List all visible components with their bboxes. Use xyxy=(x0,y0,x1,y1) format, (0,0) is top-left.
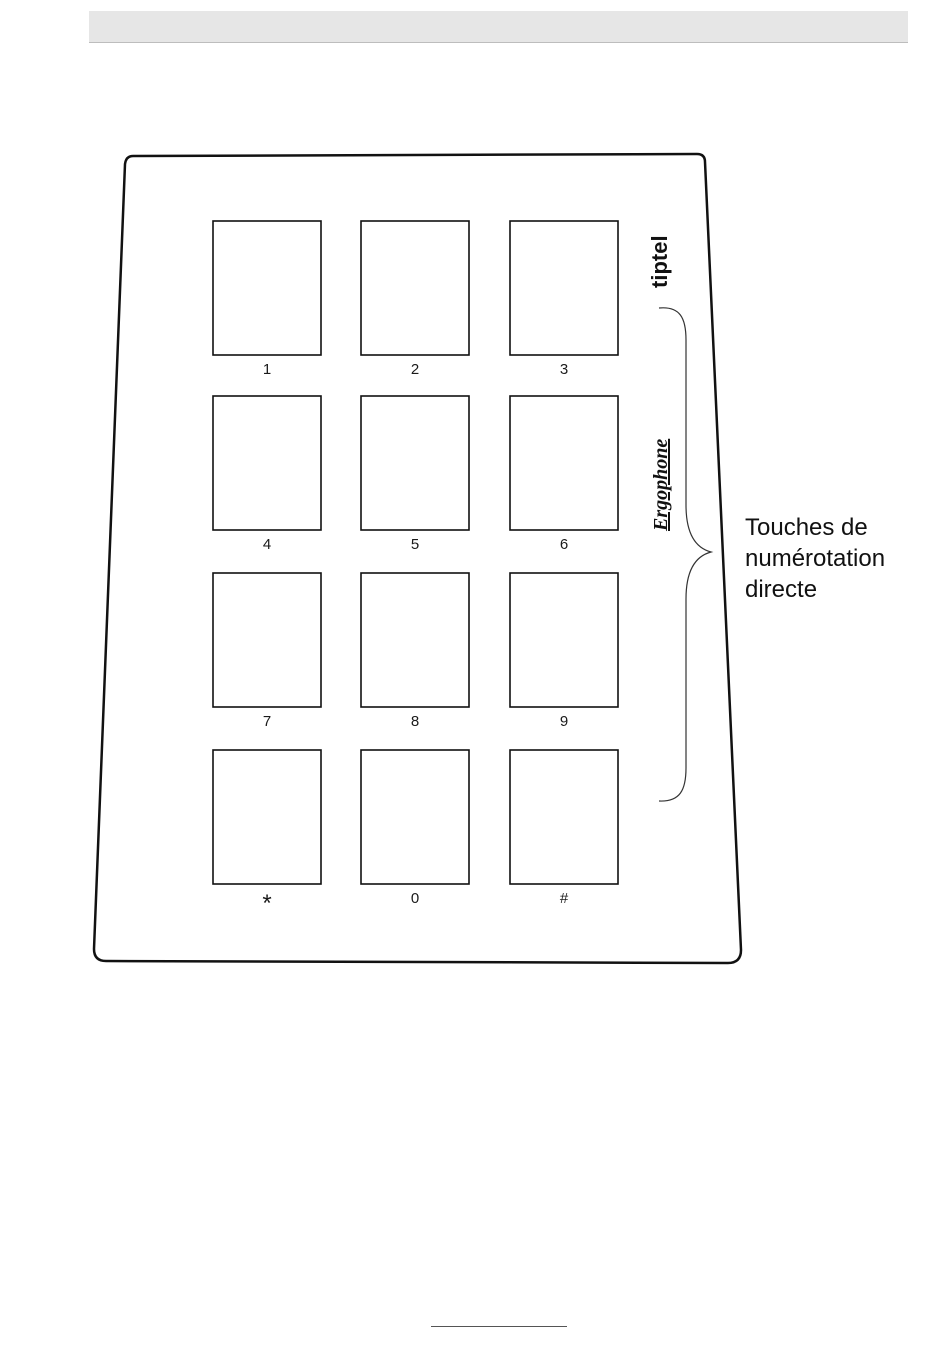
key-label-card[interactable] xyxy=(510,221,618,355)
callout-line-3: directe xyxy=(745,576,818,603)
key-number-label: 1 xyxy=(262,361,272,378)
direct-dial-key[interactable] xyxy=(361,221,469,378)
key-label-card[interactable] xyxy=(213,573,321,707)
brand-tiptel: tiptel xyxy=(647,235,672,288)
direct-dial-key[interactable] xyxy=(361,750,469,907)
key-number-label: 7 xyxy=(262,713,272,730)
key-label-card[interactable] xyxy=(510,573,618,707)
key-label-card[interactable] xyxy=(361,750,469,884)
direct-dial-key[interactable] xyxy=(213,573,321,730)
key-number-label: * xyxy=(262,890,272,917)
direct-dial-key[interactable] xyxy=(361,573,469,730)
direct-dial-key[interactable] xyxy=(361,396,469,553)
brand-ergophone: Ergophone xyxy=(650,438,672,531)
key-label-card[interactable] xyxy=(213,221,321,355)
key-label-card[interactable] xyxy=(361,396,469,530)
key-number-label: 0 xyxy=(410,890,420,907)
key-number-label: 3 xyxy=(559,361,569,378)
key-number-label: 9 xyxy=(559,713,569,730)
key-number-label: 8 xyxy=(410,713,420,730)
callout-line-1: Touches de xyxy=(745,514,868,541)
direct-dial-key[interactable] xyxy=(213,221,321,378)
direct-dial-key[interactable] xyxy=(510,573,618,730)
direct-dial-key[interactable] xyxy=(510,750,618,907)
key-label-card[interactable] xyxy=(510,750,618,884)
key-number-label: 5 xyxy=(410,536,420,553)
key-number-label: 6 xyxy=(559,536,569,553)
key-label-card[interactable] xyxy=(361,573,469,707)
direct-dial-key[interactable] xyxy=(510,221,618,378)
key-number-label: 4 xyxy=(262,536,272,553)
callout-line-2: numérotation xyxy=(745,545,886,572)
key-label-card[interactable] xyxy=(361,221,469,355)
callout-label xyxy=(745,512,945,605)
key-label-card[interactable] xyxy=(510,396,618,530)
key-label-card[interactable] xyxy=(213,396,321,530)
key-label-card[interactable] xyxy=(213,750,321,884)
key-number-label: 2 xyxy=(410,361,420,378)
footer-rule xyxy=(431,1326,567,1327)
key-number-label: # xyxy=(559,890,569,907)
direct-dial-key[interactable] xyxy=(213,396,321,553)
direct-dial-key[interactable] xyxy=(510,396,618,553)
